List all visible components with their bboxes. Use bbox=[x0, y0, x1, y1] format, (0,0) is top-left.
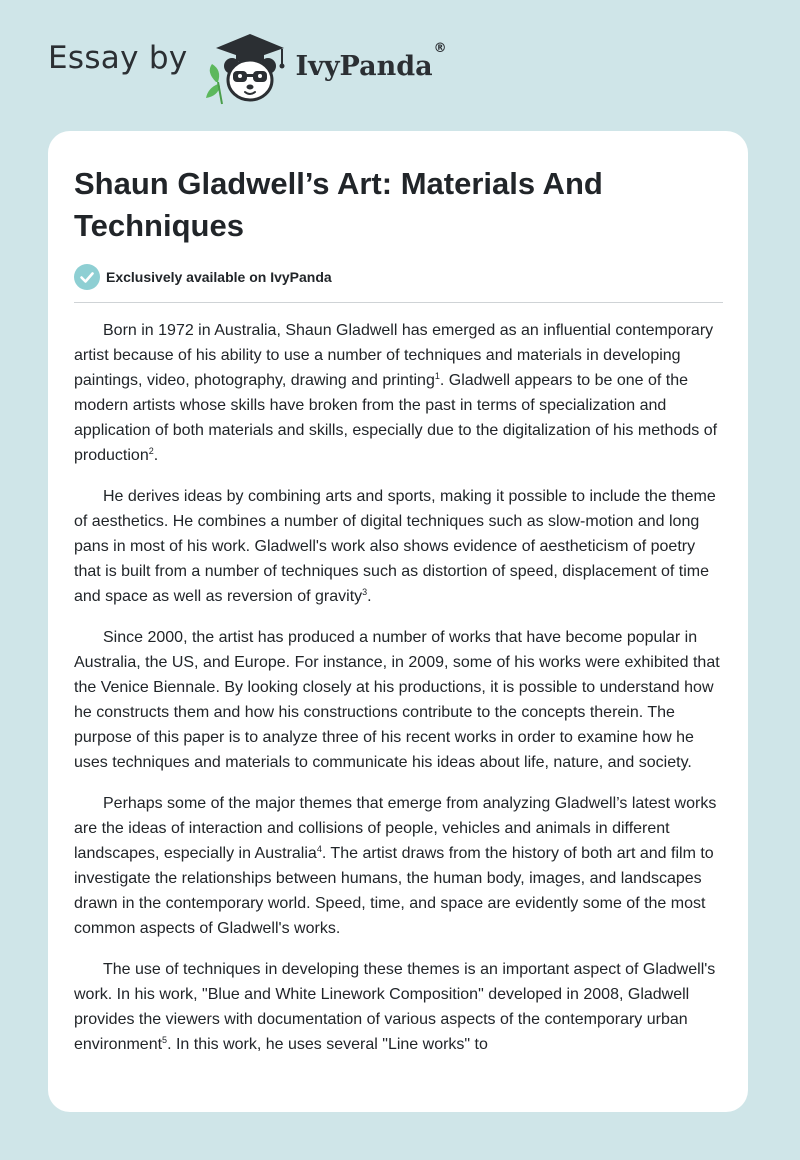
paragraph bbox=[74, 957, 726, 1057]
paragraph bbox=[74, 484, 726, 609]
footnote-ref[interactable]: 4 bbox=[316, 844, 322, 854]
footnote-ref[interactable]: 5 bbox=[162, 1035, 168, 1045]
paragraph-text: Born in 1972 in Australia, Shaun Gladwell has emerged as an influential contemporary artist because of his ability to use a number of techniques and materials in developing paintings, video, photography, drawing and printing bbox=[74, 322, 714, 389]
exclusive-badge bbox=[74, 264, 332, 290]
paragraph-text: . In this work, he uses several "Line works" to bbox=[167, 1036, 488, 1053]
paragraph-text: . The artist draws from the history of both art and film to investigate the relationships between humans, the human body, images, and landscapes drawn in the contemporary world. Speed, time, and space are evidently some of the most common aspects of Gladwell's works. bbox=[74, 845, 714, 937]
paragraph-text: He derives ideas by combining arts and sports, making it possible to include the theme of aesthetics. He combines a number of digital techniques such as slow-motion and long pans in most of his work. Gladwell's work also shows evidence of aestheticism of poetry that is built from a number of techniques such as distortion of speed, displacement of time and space as well as reversion of gravity bbox=[74, 488, 716, 605]
paragraph-text: . bbox=[153, 447, 159, 464]
essay-title: Shaun Gladwell’s Art: Materials And Techniques bbox=[74, 166, 603, 243]
divider bbox=[74, 302, 723, 303]
paragraph-text: . Gladwell appears to be one of the modern artists whose skills have broken from the past in terms of specialization and application of both materials and skills, especially due to the digitalization of his methods of production bbox=[74, 372, 718, 464]
paragraph-text: Perhaps some of the major themes that emerge from analyzing Gladwell’s latest works are the ideas of interaction and collisions of people, vehicles and animals in different landscapes, especially in Australia bbox=[74, 795, 717, 862]
paragraph bbox=[74, 318, 726, 468]
paragraph-text: . bbox=[367, 588, 372, 605]
paragraph-text: Since 2000, the artist has produced a number of works that have become popular in Australia, the US, and Europe. For instance, in 2009, some of his works were exhibited that the Venice Biennale. By looking closely at his productions, it is possible to understand how he constructs them and how his constructions contribute to the concepts therein. The purpose of this paper is to analyze three of his recent works in order to examine how he uses techniques and materials to communicate his ideas about life, nature, and society. bbox=[74, 629, 720, 771]
registered-mark: ® bbox=[433, 40, 447, 56]
paragraph bbox=[74, 625, 726, 775]
badge-text: Exclusively available on IvyPanda bbox=[106, 269, 332, 285]
footnote-ref[interactable]: 2 bbox=[148, 446, 154, 456]
paragraph bbox=[74, 791, 726, 941]
brand-prefix: Essay by bbox=[48, 40, 188, 76]
brand-name[interactable]: IvyPanda bbox=[295, 50, 433, 82]
footnote-ref[interactable]: 1 bbox=[434, 371, 440, 381]
paragraph-text: The use of techniques in developing these themes is an important aspect of Gladwell's work. In his work, "Blue and White Linework Composition" developed in 2008, Gladwell provides the viewers with documentation of various aspects of the contemporary urban environment bbox=[74, 961, 716, 1053]
check-circle-icon bbox=[74, 264, 100, 290]
essay-body bbox=[74, 318, 726, 1073]
essay-card bbox=[48, 131, 748, 1112]
site-header bbox=[48, 26, 447, 106]
panda-graduate-icon[interactable] bbox=[202, 24, 292, 108]
footnote-ref[interactable]: 3 bbox=[362, 587, 368, 597]
